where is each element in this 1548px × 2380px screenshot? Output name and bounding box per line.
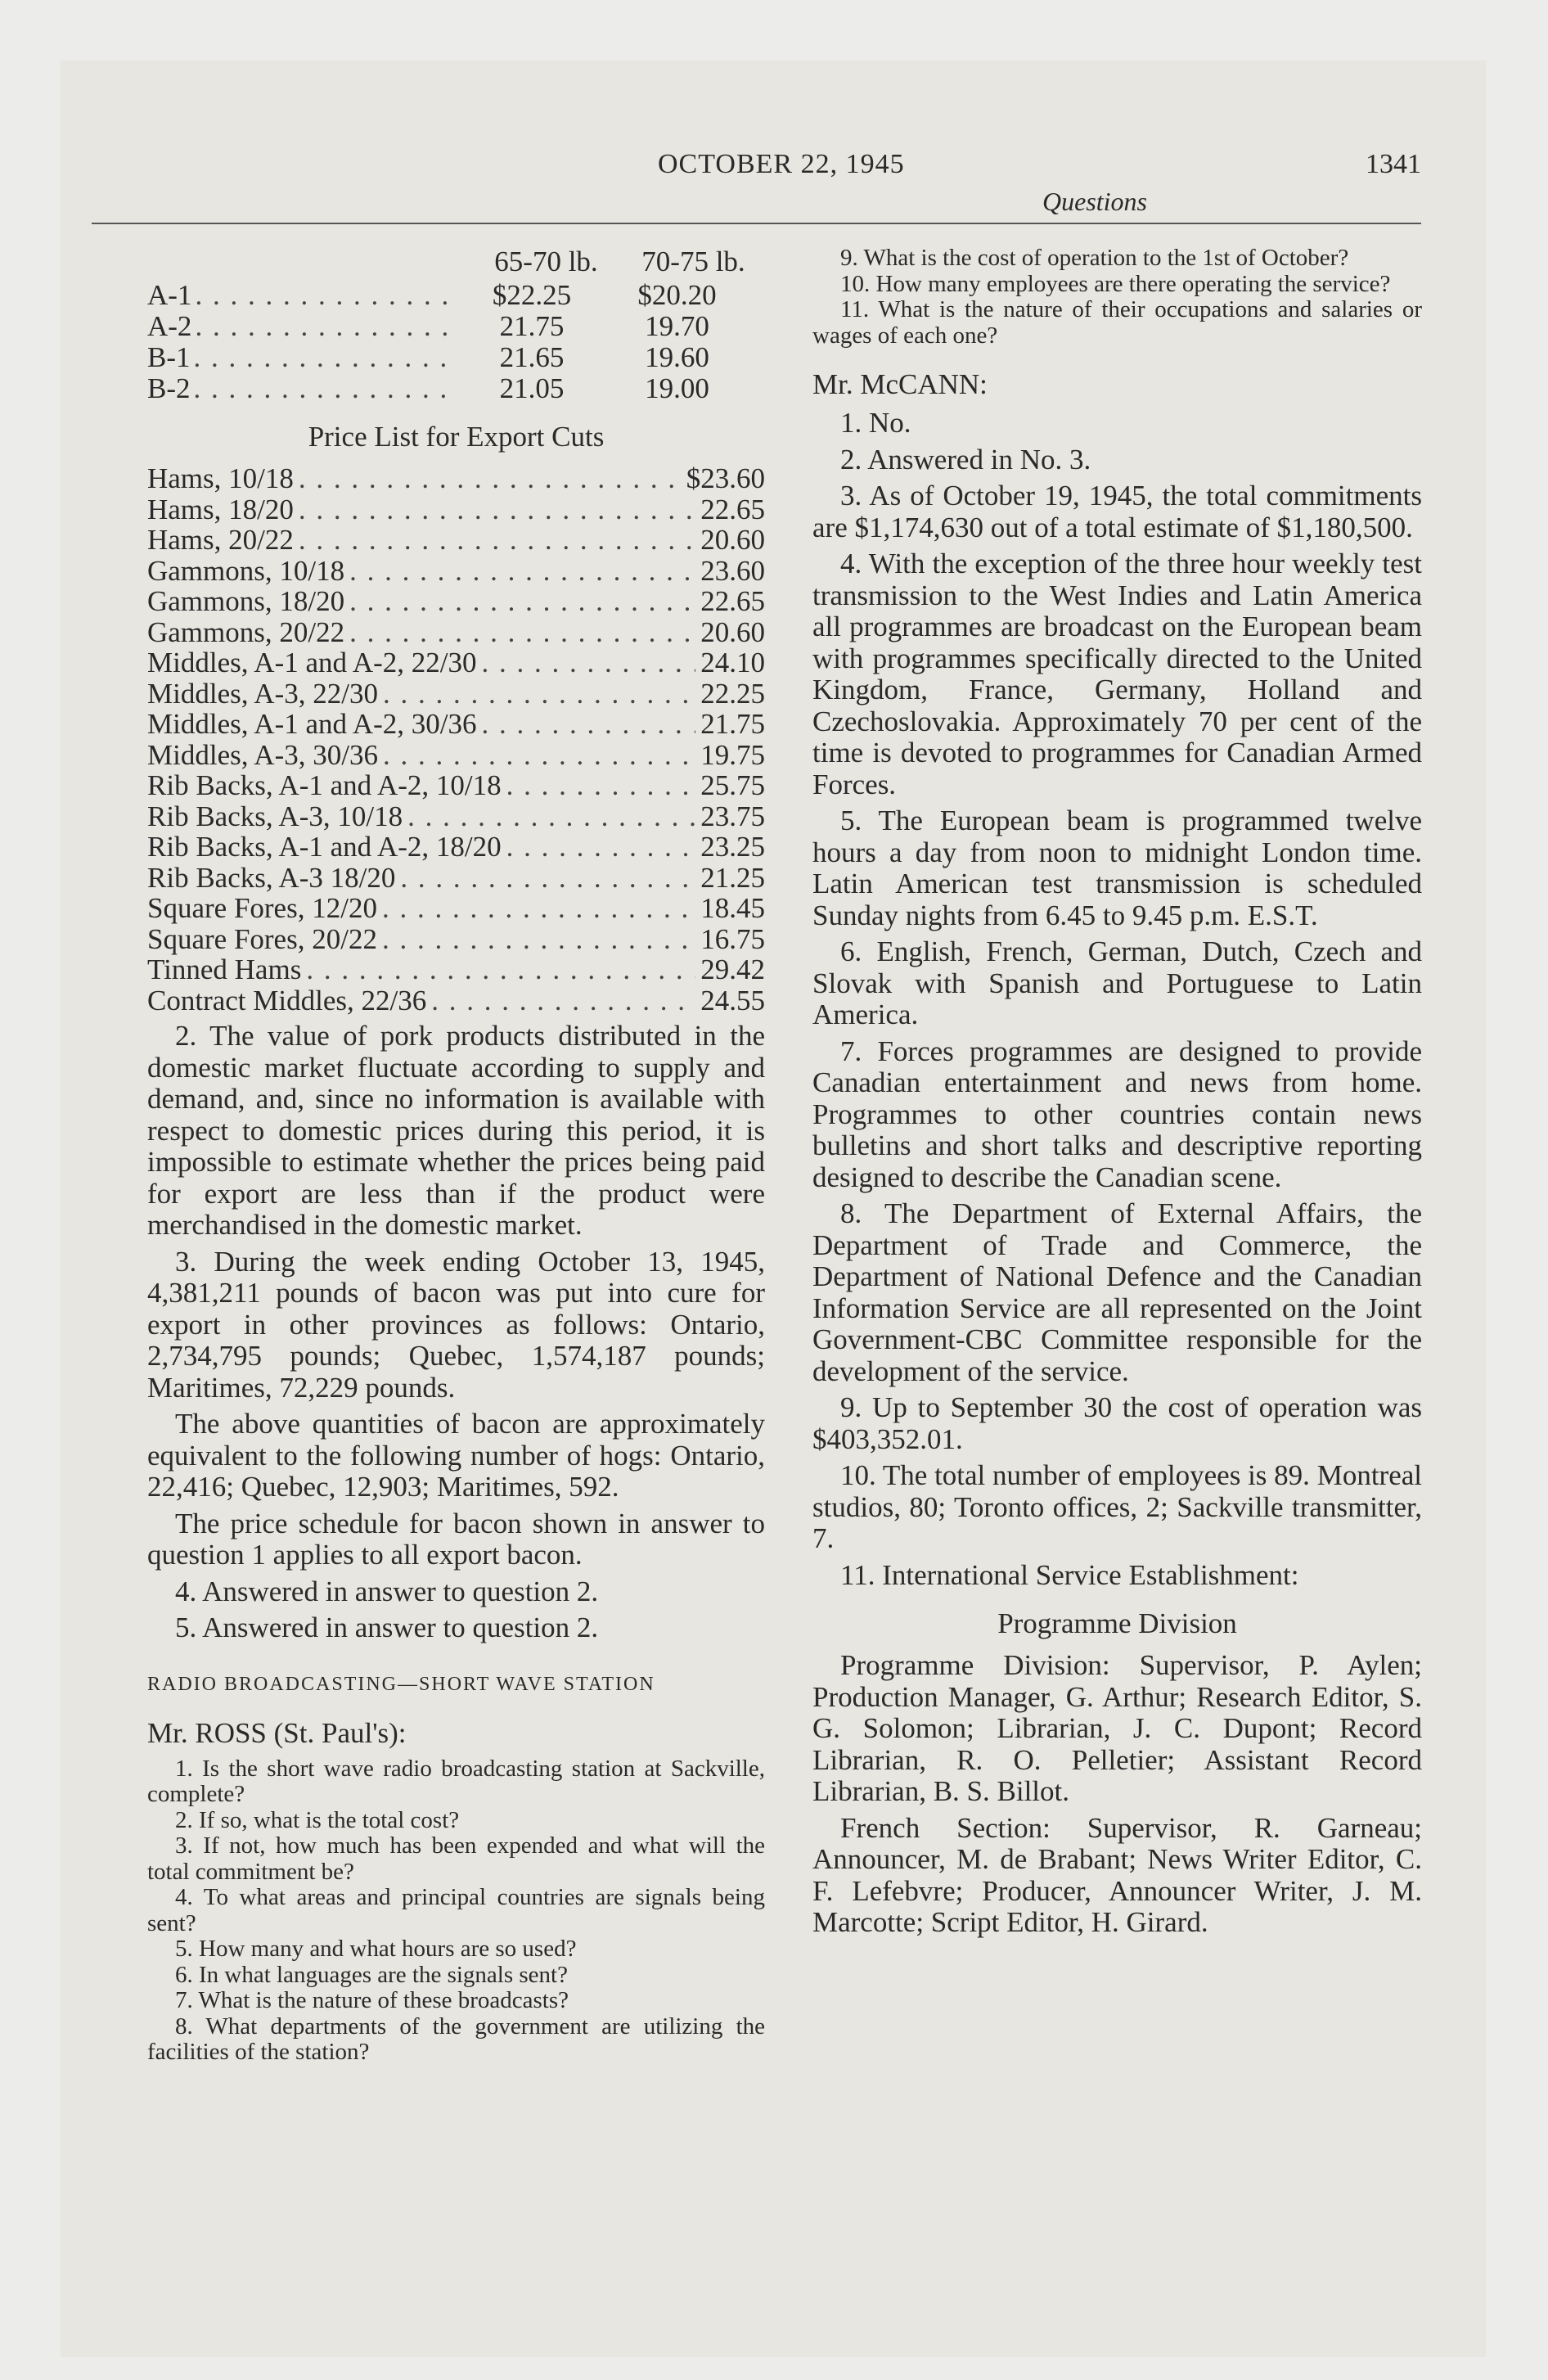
price-row: [147, 617, 765, 648]
question: 4. To what areas and principal countries are signals being sent?: [147, 1884, 765, 1936]
price-value: 22.65: [700, 585, 765, 617]
price-item: Hams, 18/20: [147, 493, 294, 525]
grade-value: 21.75: [499, 310, 565, 342]
price-list: [147, 463, 765, 1016]
price-item: Gammons, 18/20: [147, 585, 345, 617]
price-item: Rib Backs, A-3, 10/18: [147, 800, 403, 832]
grade-row: [147, 280, 765, 311]
price-item: Rib Backs, A-1 and A-2, 10/18: [147, 769, 502, 801]
answer: 1. No.: [840, 407, 911, 439]
price-item: Hams, 10/18: [147, 462, 294, 494]
price-value: 23.75: [700, 800, 765, 832]
price-value: 24.55: [700, 984, 765, 1016]
price-value: 19.75: [700, 738, 765, 771]
grade-value: 21.65: [499, 341, 565, 373]
price-item: Rib Backs, A-3 18/20: [147, 861, 396, 894]
price-value: 24.10: [700, 647, 765, 678]
price-row: [147, 954, 765, 985]
price-value: 25.75: [700, 769, 765, 801]
answer: 2. Answered in No. 3.: [840, 443, 1091, 476]
grade-value: 21.05: [499, 372, 565, 404]
price-value: 20.60: [700, 524, 765, 556]
question: 5. How many and what hours are so used?: [175, 1936, 577, 1962]
programme-division-title: Programme Division: [997, 1607, 1237, 1639]
price-item: Rib Backs, A-1 and A-2, 18/20: [147, 831, 502, 863]
question: 10. How many employees are there operating the service?: [840, 270, 1391, 297]
price-item: Tinned Hams: [147, 953, 302, 985]
price-row: [147, 985, 765, 1016]
answer: 5. The European beam is programmed twelve hours a day from noon to midnight London time. Latin American test transmission is scheduled Sunday nights from 6.45 to 9.45 p.m. E.S.T.: [812, 805, 1422, 931]
price-row: [147, 678, 765, 710]
price-item: Square Fores, 12/20: [147, 892, 377, 924]
answer: 10. The total number of employees is 89. Montreal studios, 80; Toronto offices, 2; Sackville transmitter, 7.: [812, 1459, 1422, 1554]
paragraph: 3. During the week ending October 13, 1945, 4,381,211 pounds of bacon was put into cure for export in other provinces as follows: Ontario, 2,734,795 pounds; Quebec, 1,574,187 pounds; Maritimes, 72,229 pounds.: [147, 1245, 765, 1404]
radio-section-heading: RADIO BROADCASTING—SHORT WAVE STATION: [147, 1673, 655, 1695]
price-item: Square Fores, 20/22: [147, 922, 377, 955]
price-row: [147, 832, 765, 863]
grade-value: $22.25: [492, 279, 572, 311]
paragraph: French Section: Supervisor, R. Garneau; Announcer, M. de Brabant; News Writer Editor, C. F. Lefebvre; Producer, Announcer Writer, J. M. Marcotte; Script Editor, H. Girard.: [812, 1811, 1422, 1938]
price-value: 20.60: [700, 615, 765, 648]
grade-label: B-2: [147, 372, 191, 404]
section-title: Questions: [1042, 187, 1147, 216]
price-value: 22.25: [700, 677, 765, 710]
question: 2. If so, what is the total cost?: [175, 1806, 460, 1833]
paragraph: The above quantities of bacon are approximately equivalent to the following number of hogs: Ontario, 22,416; Quebec, 12,903; Maritimes, 592.: [147, 1408, 765, 1503]
question: 11. What is the nature of their occupations and salaries or wages of each one?: [812, 296, 1422, 349]
answer: 4. With the exception of the three hour weekly test transmission to the West Indies and Latin America all programmes are broadcast on the European beam with programmes specifically directed to the United Kingdom, France, Germany, Holland and Czechoslovakia. Approximately 70 per cent of the time is devoted to programmes for Canadian Armed Forces.: [812, 548, 1422, 800]
price-row: [147, 463, 765, 494]
question: 7. What is the nature of these broadcasts?: [175, 1987, 569, 2013]
grade-label: B-1: [147, 341, 191, 373]
speaker-mccann: Mr. McCANN:: [812, 368, 988, 400]
answer: 3. As of October 19, 1945, the total commitments are $1,174,630 out of a total estimate of $1,180,500.: [812, 480, 1422, 543]
price-item: Middles, A-3, 30/36: [147, 738, 378, 771]
price-value: 23.60: [700, 554, 765, 587]
price-row: [147, 801, 765, 832]
question: 3. If not, how much has been expended and what will the total commitment be?: [147, 1832, 765, 1885]
answer: 7. Forces programmes are designed to provide Canadian entertainment and news from home. Programmes to other countries contain news bulletins and short talks and descriptive reporting designed to describe the Canadian scene.: [812, 1034, 1422, 1193]
price-value: $23.60: [686, 462, 765, 494]
paragraph: 2. The value of pork products distributed in the domestic market fluctuate according to supply and demand, and, since no information is available with respect to domestic prices during this period, it is impossible to estimate whether the prices being paid for export are less than if the product were merchandised in the domestic market.: [147, 1020, 765, 1241]
price-row: [147, 556, 765, 587]
grade-row: [147, 311, 765, 342]
price-item: Hams, 20/22: [147, 524, 294, 556]
grade-value: 19.60: [645, 341, 709, 373]
price-item: Middles, A-1 and A-2, 22/30: [147, 647, 477, 678]
grade-value: 19.00: [645, 372, 709, 404]
grade-value: 19.70: [645, 310, 709, 342]
price-row: [147, 893, 765, 924]
grade-label: A-1: [147, 279, 192, 311]
answer: 6. English, French, German, Dutch, Czech and Slovak with Spanish and Portuguese to Latin America.: [812, 935, 1422, 1030]
price-value: 16.75: [700, 922, 765, 955]
price-item: Contract Middles, 22/36: [147, 984, 427, 1016]
left-column: [147, 246, 765, 2066]
price-value: 23.25: [700, 831, 765, 863]
price-row: [147, 647, 765, 678]
paragraph: The price schedule for bacon shown in answer to question 1 applies to all export bacon.: [147, 1507, 765, 1571]
question: 1. Is the short wave radio broadcasting station at Sackville, complete?: [147, 1755, 765, 1807]
price-item: Middles, A-1 and A-2, 30/36: [147, 708, 477, 740]
grade-col-65-70: 65-70 lb.: [494, 246, 598, 277]
price-list-title: Price List for Export Cuts: [308, 421, 605, 453]
question: 9. What is the cost of operation to the 1st of October?: [840, 245, 1349, 271]
price-row: [147, 863, 765, 894]
page-number: 1341: [1366, 149, 1421, 179]
price-item: Middles, A-3, 22/30: [147, 677, 378, 710]
header-date: OCTOBER 22, 1945: [658, 149, 905, 179]
answer: 8. The Department of External Affairs, the Department of Trade and Commerce, the Department of National Defence and the Canadian Information Service are all represented on the Joint Government-CBC Committee responsible for the development of the service.: [812, 1197, 1422, 1387]
price-item: Gammons, 10/18: [147, 554, 345, 587]
price-value: 22.65: [700, 493, 765, 525]
paragraph: Programme Division: Supervisor, P. Aylen; Production Manager, G. Arthur; Research Editor, S. G. Solomon; Librarian, J. C. Dupont; Record Librarian, R. O. Pelletier; Assistant Record Librarian, B. S. Billot.: [812, 1649, 1422, 1807]
grade-value: $20.20: [637, 279, 717, 311]
answer: 11. International Service Establishment:: [840, 1558, 1299, 1591]
header-rule: [92, 223, 1421, 224]
paragraph: 4. Answered in answer to question 2.: [175, 1575, 599, 1607]
right-column: [812, 246, 1422, 1939]
price-row: [147, 494, 765, 525]
grade-row: [147, 373, 765, 404]
page-header: [92, 98, 1421, 221]
grade-row: [147, 342, 765, 373]
speaker-ross: Mr. ROSS (St. Paul's):: [147, 1716, 407, 1749]
price-value: 21.75: [700, 708, 765, 740]
answer: 9. Up to September 30 the cost of operation was $403,352.01.: [812, 1391, 1422, 1455]
price-value: 18.45: [700, 892, 765, 924]
price-value: 29.42: [700, 953, 765, 985]
grade-label: A-2: [147, 310, 192, 342]
price-item: Gammons, 20/22: [147, 615, 345, 648]
price-row: [147, 586, 765, 617]
price-row: [147, 740, 765, 771]
paragraph: 5. Answered in answer to question 2.: [175, 1611, 599, 1643]
price-row: [147, 525, 765, 556]
price-row: [147, 770, 765, 801]
price-row: [147, 924, 765, 955]
question: 6. In what languages are the signals sent?: [175, 1961, 568, 1988]
grade-table-header: [147, 246, 765, 278]
price-value: 21.25: [700, 861, 765, 894]
grade-col-70-75: 70-75 lb.: [641, 246, 745, 277]
price-row: [147, 709, 765, 740]
question: 8. What departments of the government are utilizing the facilities of the station?: [147, 2013, 765, 2065]
